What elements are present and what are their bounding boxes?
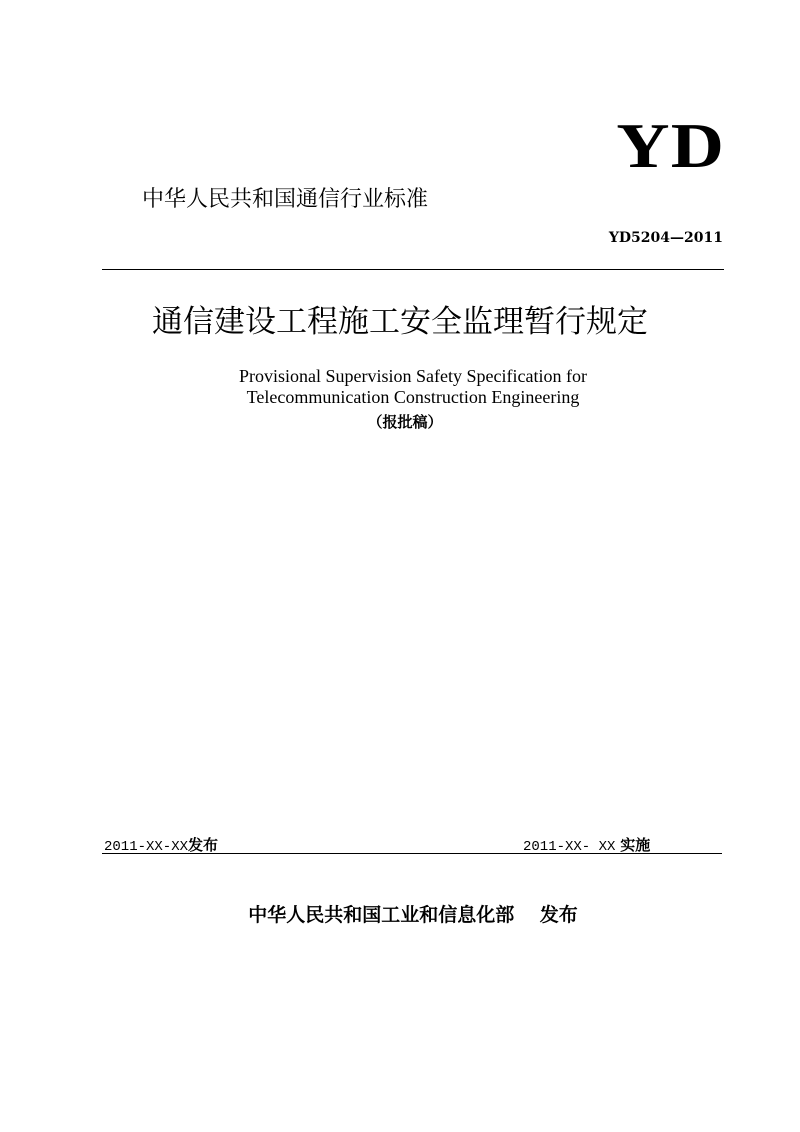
draft-status-note: （报批稿） [367, 413, 443, 431]
standard-number: YD5204—2011 [608, 230, 723, 246]
english-title [0, 366, 800, 408]
document-title: 通信建设工程施工安全监理暂行规定 [152, 304, 648, 340]
publisher-line: 中华人民共和国工业和信息化部 发布 [248, 904, 578, 926]
release-label: 发布 [188, 836, 219, 854]
implementation-label: 实施 [620, 836, 651, 854]
english-title-line-1: Provisional Supervision Safety Specification for [239, 366, 587, 386]
implementation-date: 2011-XX- XX [523, 839, 616, 855]
standard-category-title: 中华人民共和国通信行业标准 [142, 187, 429, 212]
english-title-line-2: Telecommunication Construction Engineering [246, 387, 580, 407]
standard-logo: YD [616, 110, 725, 181]
top-divider [102, 269, 724, 270]
bottom-divider [102, 853, 722, 854]
release-date: 2011-XX-XX [104, 839, 189, 855]
